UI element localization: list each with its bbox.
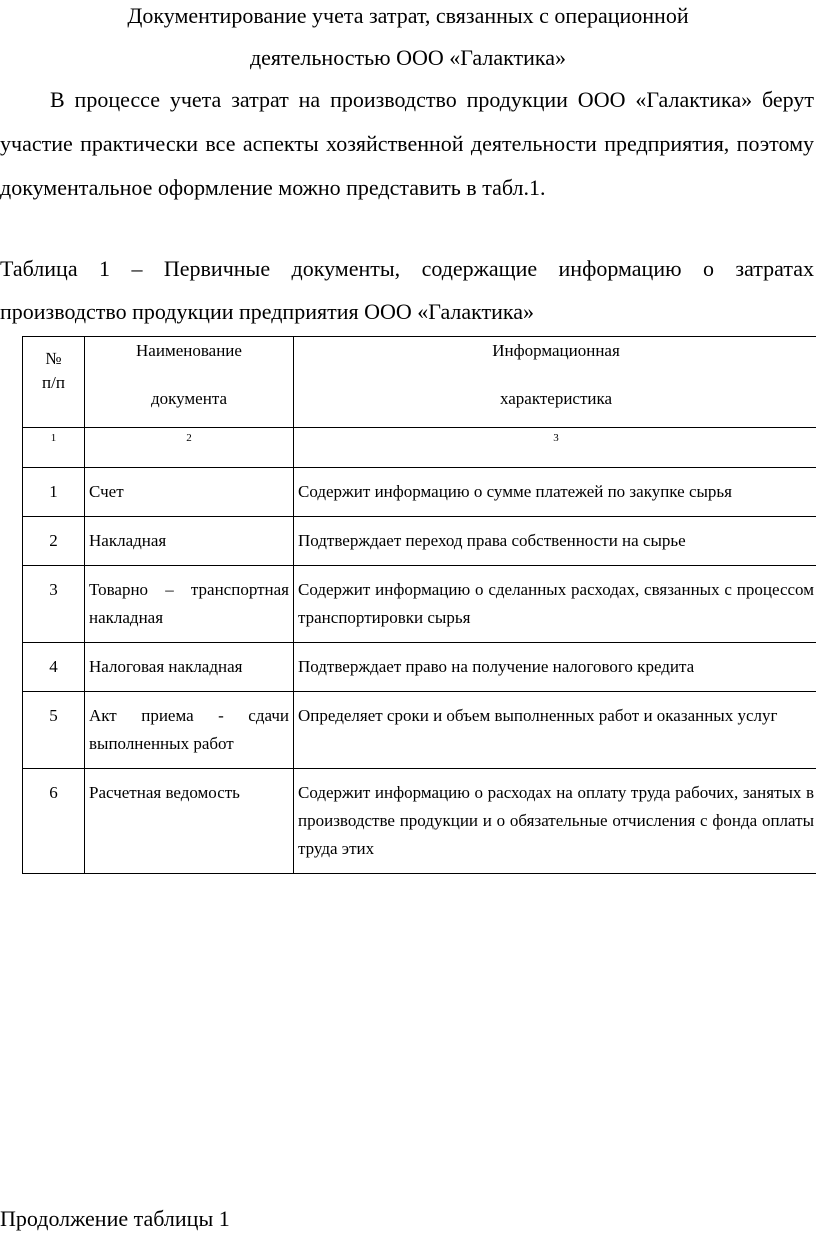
table-row [23,517,816,566]
row-number: 3 [23,566,85,643]
document-name: Счет [85,468,294,517]
header-number-line-1: № [45,349,62,368]
header-characteristic-line-2: характеристика [499,389,613,408]
document-characteristic: Подтверждает переход права собственности на сырье [294,517,816,566]
intro-paragraph-text: В процессе учета затрат на производство продукции ООО «Галактика» берут участие практически все аспекты хозяйственной деятельности предприятия, поэтому документальное оформление можно представить в табл.1. [0,87,814,200]
documents-table [22,336,816,874]
document-characteristic: Определяет сроки и объем выполненных работ и оказанных услуг [294,692,816,769]
row-number: 2 [23,517,85,566]
document-characteristic: Подтверждает право на получение налогового кредита [294,643,816,692]
document-characteristic: Содержит информацию о расходах на оплату труда рабочих, занятых в производстве продукции и о обязательные отчисления с фонда оплаты труда этих [294,769,816,874]
header-name-line-1: Наименование [136,341,242,360]
row-number: 4 [23,643,85,692]
header-characteristic-line-1: Информационная [492,341,620,360]
header-cell-number [23,337,85,428]
table-header-row [23,337,816,428]
table-row [23,643,816,692]
document-name: Накладная [85,517,294,566]
table-caption: Таблица 1 – Первичные документы, содержащие информацию о затратах производство продукции предприятия ООО «Галактика» [0,256,814,324]
row-number: 5 [23,692,85,769]
document-characteristic: Содержит информацию о сумме платежей по закупке сырья [294,468,816,517]
column-number-cell: 1 [23,428,85,468]
column-number-cell: 2 [85,428,294,468]
table-row [23,692,816,769]
document-name: Расчетная ведомость [85,769,294,874]
document-title-line-1: Документирование учета затрат, связанных с операционной [127,3,689,28]
header-number-line-2: п/п [42,373,65,392]
row-number: 6 [23,769,85,874]
header-name-line-2: документа [150,389,228,408]
document-name: Акт приема - сдачи выполненных работ [85,692,294,769]
table-continuation-label: Продолжение таблицы 1 [0,1206,230,1231]
document-characteristic: Содержит информацию о сделанных расходах, связанных с процессом транспортировки сырья [294,566,816,643]
table-row [23,566,816,643]
table-row [23,468,816,517]
header-cell-document-name [85,337,294,428]
document-title-line-2: деятельностью ООО «Галактика» [249,45,567,70]
intro-paragraph [0,78,814,210]
header-cell-characteristic [294,337,816,428]
document-name: Налоговая накладная [85,643,294,692]
document-name: Товарно – транспортная накладная [85,566,294,643]
column-numbers-row [23,428,816,468]
row-number: 1 [23,468,85,517]
table-row [23,769,816,874]
column-number-cell: 3 [294,428,816,468]
